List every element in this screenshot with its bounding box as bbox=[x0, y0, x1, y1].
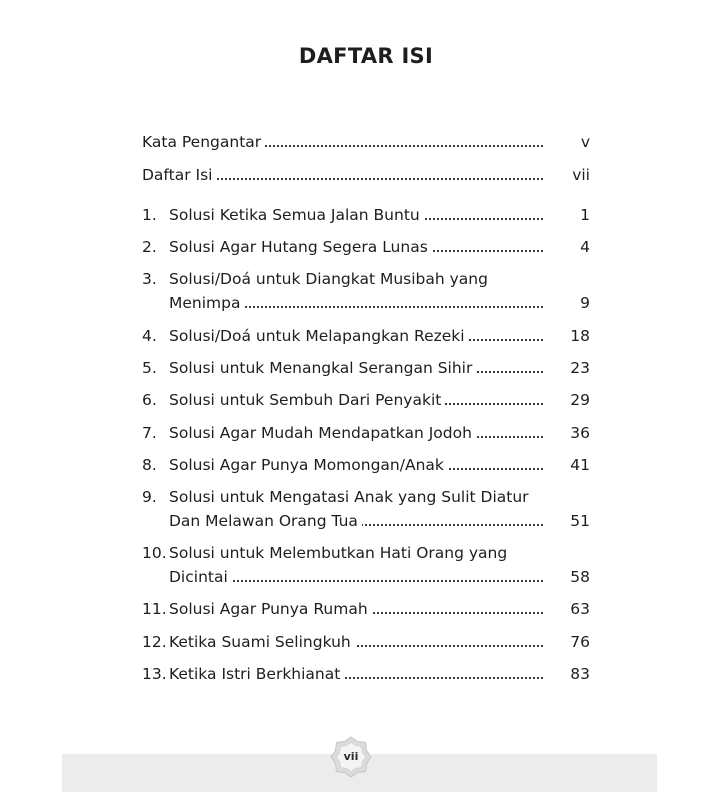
chapter-page: 4 bbox=[580, 238, 590, 256]
chapter-number: 11. bbox=[142, 600, 167, 618]
chapter-title: Solusi untuk Sembuh Dari Penyakit bbox=[169, 391, 442, 409]
toc-chapter-3 bbox=[142, 267, 590, 315]
toc-entry-page: vii bbox=[572, 166, 590, 184]
toc-chapter-5 bbox=[142, 356, 590, 380]
chapter-page: 23 bbox=[570, 359, 590, 377]
chapter-number: 4. bbox=[142, 327, 157, 345]
toc-entry-title: Daftar Isi bbox=[142, 163, 216, 187]
chapter-number: 10. bbox=[142, 544, 167, 562]
chapter-title: Solusi untuk Melembutkan Hati Orang yang bbox=[169, 544, 508, 562]
chapter-number: 9. bbox=[142, 488, 157, 506]
toc-chapter-2 bbox=[142, 235, 590, 259]
chapter-title: Solusi Agar Hutang Segera Lunas bbox=[169, 238, 428, 256]
chapter-title-continued: Dan Melawan Orang Tua bbox=[169, 509, 362, 533]
toc-chapter-8 bbox=[142, 453, 590, 477]
chapter-number: 12. bbox=[142, 633, 167, 651]
chapter-page: 83 bbox=[570, 665, 590, 683]
chapter-title: Solusi/Doá untuk Melapangkan Rezeki bbox=[169, 327, 465, 345]
chapter-title: Solusi Ketika Semua Jalan Buntu bbox=[169, 206, 420, 224]
chapter-page: 63 bbox=[570, 600, 590, 618]
chapter-number: 6. bbox=[142, 391, 157, 409]
toc-entry-daftar-isi bbox=[142, 163, 590, 187]
chapter-page: 1 bbox=[580, 206, 590, 224]
toc-chapter-9 bbox=[142, 485, 590, 533]
chapter-title: Solusi Agar Mudah Mendapatkan Jodoh bbox=[169, 424, 472, 442]
toc-chapter-11 bbox=[142, 597, 590, 621]
toc-chapter-7 bbox=[142, 421, 590, 445]
chapter-page: 58 bbox=[570, 568, 590, 586]
page-number-badge bbox=[329, 735, 373, 779]
chapter-title: Ketika Istri Berkhianat bbox=[169, 665, 341, 683]
chapter-page: 51 bbox=[570, 512, 590, 530]
page-title: DAFTAR ISI bbox=[298, 44, 434, 68]
toc-entry-title: Kata Pengantar bbox=[142, 130, 265, 154]
toc-chapter-1 bbox=[142, 203, 590, 227]
toc-chapter-13 bbox=[142, 662, 590, 686]
chapter-page: 18 bbox=[570, 327, 590, 345]
chapter-title: Solusi untuk Menangkal Serangan Sihir bbox=[169, 359, 473, 377]
toc-chapter-6 bbox=[142, 388, 590, 412]
chapter-page: 36 bbox=[570, 424, 590, 442]
chapter-number: 3. bbox=[142, 270, 157, 288]
chapter-number: 1. bbox=[142, 206, 157, 224]
chapter-number: 2. bbox=[142, 238, 157, 256]
chapter-page: 76 bbox=[570, 633, 590, 651]
chapter-title: Ketika Suami Selingkuh bbox=[169, 633, 351, 651]
footer-page-number: vii bbox=[343, 750, 359, 763]
chapter-title: Solusi untuk Mengatasi Anak yang Sulit Diatur bbox=[169, 488, 529, 506]
chapter-title-continued: Menimpa bbox=[169, 291, 244, 315]
chapter-title: Solusi Agar Punya Momongan/Anak bbox=[169, 456, 444, 474]
chapter-page: 41 bbox=[570, 456, 590, 474]
toc-entry-kata-pengantar bbox=[142, 130, 590, 154]
chapter-number: 5. bbox=[142, 359, 157, 377]
chapter-page: 9 bbox=[580, 294, 590, 312]
toc-chapter-4 bbox=[142, 324, 590, 348]
toc-chapter-10 bbox=[142, 541, 590, 589]
chapter-number: 13. bbox=[142, 665, 167, 683]
chapter-number: 7. bbox=[142, 424, 157, 442]
chapter-title: Solusi/Doá untuk Diangkat Musibah yang bbox=[169, 270, 488, 288]
chapter-title: Solusi Agar Punya Rumah bbox=[169, 600, 368, 618]
chapter-number: 8. bbox=[142, 456, 157, 474]
chapter-title-continued: Dicintai bbox=[169, 565, 232, 589]
chapter-page: 29 bbox=[570, 391, 590, 409]
toc-entry-page: v bbox=[580, 133, 590, 151]
toc-chapter-12 bbox=[142, 630, 590, 654]
